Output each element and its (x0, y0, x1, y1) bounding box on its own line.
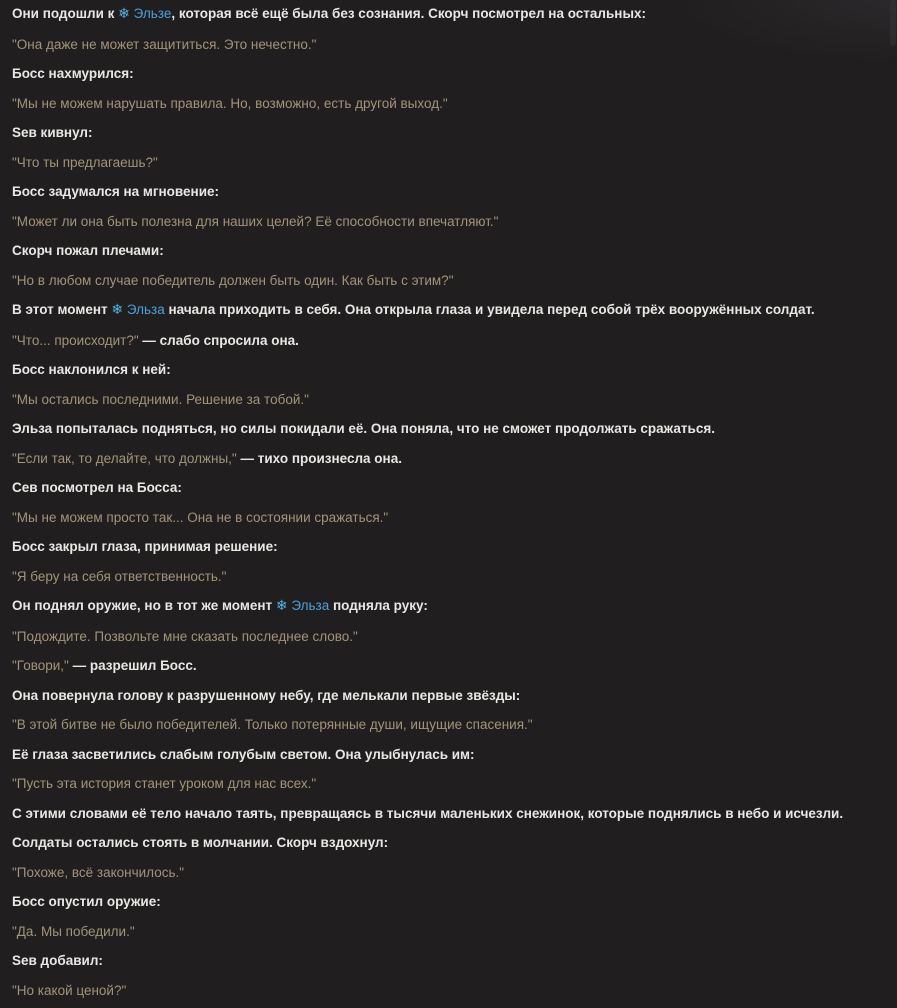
story-paragraph (12, 242, 877, 259)
character-name: Эльза (291, 598, 330, 613)
story-paragraph (12, 450, 877, 467)
narration-text: Солдаты остались стоять в молчании. Скорч вздохнул: (12, 835, 389, 850)
story-paragraph (12, 746, 877, 763)
story-paragraph (12, 687, 877, 704)
character-mention[interactable] (111, 302, 164, 317)
narration-text: Сев посмотрел на Босса: (12, 480, 182, 495)
quote-text: "Пусть эта история станет уроком для нас всех." (12, 776, 317, 791)
narration-text: Она повернула голову к разрушенному небу, где мелькали первые звёзды: (12, 687, 521, 703)
narration-text: — разрешил Босс. (68, 658, 197, 673)
story-paragraph (12, 95, 877, 112)
quote-text: "Да. Мы победили." (12, 923, 135, 939)
snowflake-icon: ❄ (118, 6, 130, 22)
story-paragraph (12, 391, 877, 408)
quote-text: "Она даже не может защититься. Это нечестно." (12, 36, 317, 52)
snowflake-icon: ❄ (111, 302, 124, 318)
quote-text: "Что... происходит?" (12, 332, 139, 348)
story-paragraph (12, 952, 877, 969)
story-paragraph (12, 272, 877, 289)
narration-text: подняла руку: (329, 598, 428, 613)
story-paragraph (12, 568, 877, 585)
narration-text: Её глаза засветились слабым голубым светом. Она улыбнулась им: (12, 746, 475, 762)
story-paragraph (12, 124, 877, 141)
story-paragraph (12, 716, 877, 733)
story-paragraph (12, 628, 877, 645)
character-name: Эльза (126, 302, 165, 317)
character-name: Эльзе (133, 6, 172, 21)
narration-text: Он поднял оружие, но в тот же момент (12, 598, 276, 613)
character-mention[interactable] (276, 598, 329, 613)
quote-text: "В этой битве не было победителей. Только потерянные души, ищущие спасения." (12, 717, 533, 732)
story-paragraph (12, 775, 877, 792)
narration-text: Босс задумался на мгновение: (12, 184, 220, 199)
story-paragraph (12, 597, 877, 615)
quote-text: "Я беру на себя ответственность." (12, 568, 227, 584)
quote-text: "Мы не можем просто так... Она не в состоянии сражаться." (12, 509, 389, 525)
story-paragraph (12, 479, 877, 496)
story-paragraph (12, 332, 877, 349)
story-paragraph (12, 893, 877, 910)
story-paragraph (12, 982, 877, 999)
story-paragraph (12, 805, 877, 822)
narration-text: В этот момент (12, 302, 112, 317)
narration-text: Босс закрыл глаза, принимая решение: (12, 539, 278, 554)
story-paragraph (12, 36, 877, 53)
story-paragraph (12, 864, 877, 881)
narration-text: Эльза попыталась подняться, но силы покидали её. Она поняла, что не сможет продолжать сражаться. (12, 421, 715, 436)
narration-text: Босс опустил оружие: (12, 894, 161, 909)
quote-text: "Подождите. Позвольте мне сказать последнее слово." (12, 628, 358, 644)
story-paragraph (12, 301, 877, 319)
scrollbar-thumb[interactable] (890, 0, 896, 46)
story-paragraph (12, 154, 877, 171)
quote-text: "Что ты предлагаешь?" (12, 154, 158, 170)
quote-text: "Говори," (12, 658, 69, 673)
story-paragraph (12, 361, 877, 378)
story-paragraph (12, 834, 877, 851)
quote-text: "Может ли она быть полезна для наших целей? Её способности впечатляют." (12, 213, 499, 229)
narration-text: — тихо произнесла она. (236, 450, 402, 466)
story-paragraph (12, 657, 877, 674)
narration-text: С этими словами её тело начало таять, превращаясь в тысячи маленьких снежинок, которые поднялись в небо и исчезли. (12, 805, 844, 821)
quote-text: "Но в любом случае победитель должен быть один. Как быть с этим?" (12, 272, 454, 288)
story-paragraph (12, 923, 877, 940)
quote-text: "Если так, то делайте, что должны," (12, 450, 237, 466)
story-paragraph (12, 65, 877, 82)
narration-text: Босс наклонился к ней: (12, 362, 171, 377)
narration-text: Ѕев кивнул: (12, 125, 93, 140)
character-mention[interactable] (118, 6, 171, 21)
quote-text: "Мы остались последними. Решение за тобой." (12, 391, 309, 407)
snowflake-icon: ❄ (275, 598, 288, 614)
narration-text: Босс нахмурился: (12, 66, 134, 81)
narration-text: , которая всё ещё была без сознания. Скорч посмотрел на остальных: (171, 6, 646, 21)
narration-text: Скорч пожал плечами: (12, 243, 164, 258)
narration-text: Они подошли к (12, 6, 119, 21)
story-paragraph (12, 5, 877, 23)
story-paragraph (12, 183, 877, 200)
narration-text: — слабо спросила она. (138, 332, 299, 348)
narration-text: Ѕев добавил: (12, 953, 103, 968)
story-paragraph (12, 420, 877, 437)
story-paragraph (12, 213, 877, 230)
quote-text: "Но какой ценой?" (12, 982, 127, 998)
story-paragraph (12, 538, 877, 555)
quote-text: "Похоже, всё закончилось." (12, 864, 185, 880)
quote-text: "Мы не можем нарушать правила. Но, возможно, есть другой выход." (12, 95, 448, 111)
story-paragraph (12, 509, 877, 526)
narration-text: начала приходить в себя. Она открыла глаза и увидела перед собой трёх вооружённых солдат. (164, 302, 815, 317)
